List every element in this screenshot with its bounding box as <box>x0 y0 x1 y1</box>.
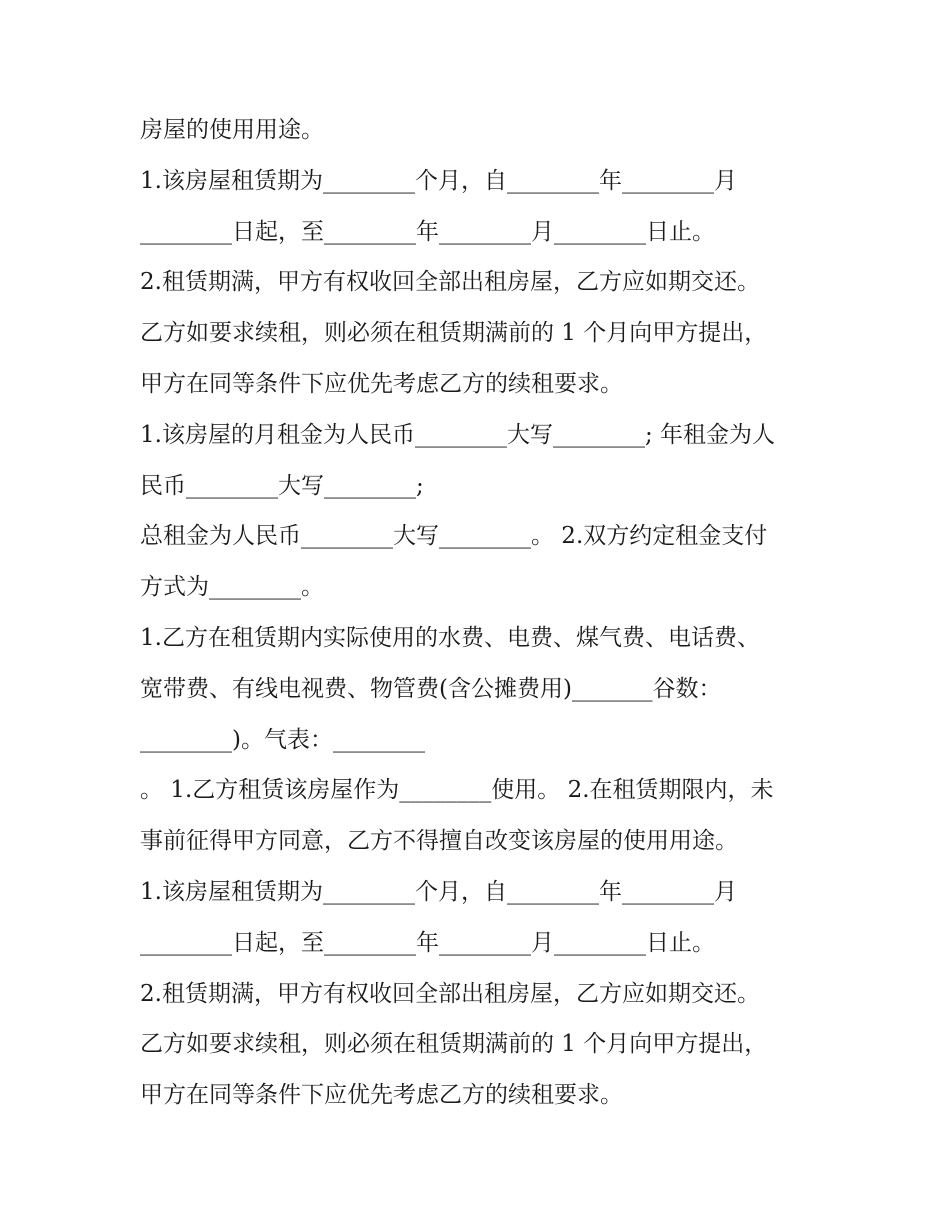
text-line: 乙方如要求续租，则必须在租赁期满前的 1 个月向甲方提出， <box>140 320 768 347</box>
document-body <box>140 105 810 1121</box>
text-line: 2.租赁期满，甲方有权收回全部出租房屋，乙方应如期交还。 <box>140 269 760 296</box>
text-line: 甲方在同等条件下应优先考虑乙方的续租要求。 <box>140 1082 623 1109</box>
text-line: 2.租赁期满，甲方有权收回全部出租房屋，乙方应如期交还。 <box>140 980 760 1007</box>
text-line: 民币________大写________; <box>140 472 424 499</box>
text-line: 房屋的使用用途。 <box>140 117 324 143</box>
text-line: 宽带费、有线电视费、物管费(含公摊费用)_______谷数： <box>140 675 722 702</box>
text-line: 1.乙方在租赁期内实际使用的水费、电费、煤气费、电话费、 <box>140 624 760 651</box>
text-line: 事前征得甲方同意，乙方不得擅自改变该房屋的使用用途。 <box>140 828 738 855</box>
text-line: 1.该房屋租赁期为________个月，自________年________月 <box>140 878 737 905</box>
text-line: 乙方如要求续租，则必须在租赁期满前的 1 个月向甲方提出， <box>140 1031 768 1058</box>
text-line: ________日起，至________年________月________日止。 <box>140 218 715 245</box>
text-line: 1.该房屋的月租金为人民币________大写________; 年租金为人 <box>140 421 776 448</box>
text-line: 甲方在同等条件下应优先考虑乙方的续租要求。 <box>140 370 623 397</box>
text-line: 。 1.乙方租赁该房屋作为________使用。 2.在租赁期限内，未 <box>140 777 774 804</box>
text-line: 总租金为人民币________大写________。 2.双方约定租金支付 <box>140 523 768 550</box>
text-line: 方式为________。 <box>140 574 324 601</box>
text-line: 1.该房屋租赁期为________个月，自________年________月 <box>140 167 737 194</box>
text-line: ________日起，至________年________月________日止。 <box>140 929 715 956</box>
text-line: ________)。气表：________ <box>140 726 425 753</box>
